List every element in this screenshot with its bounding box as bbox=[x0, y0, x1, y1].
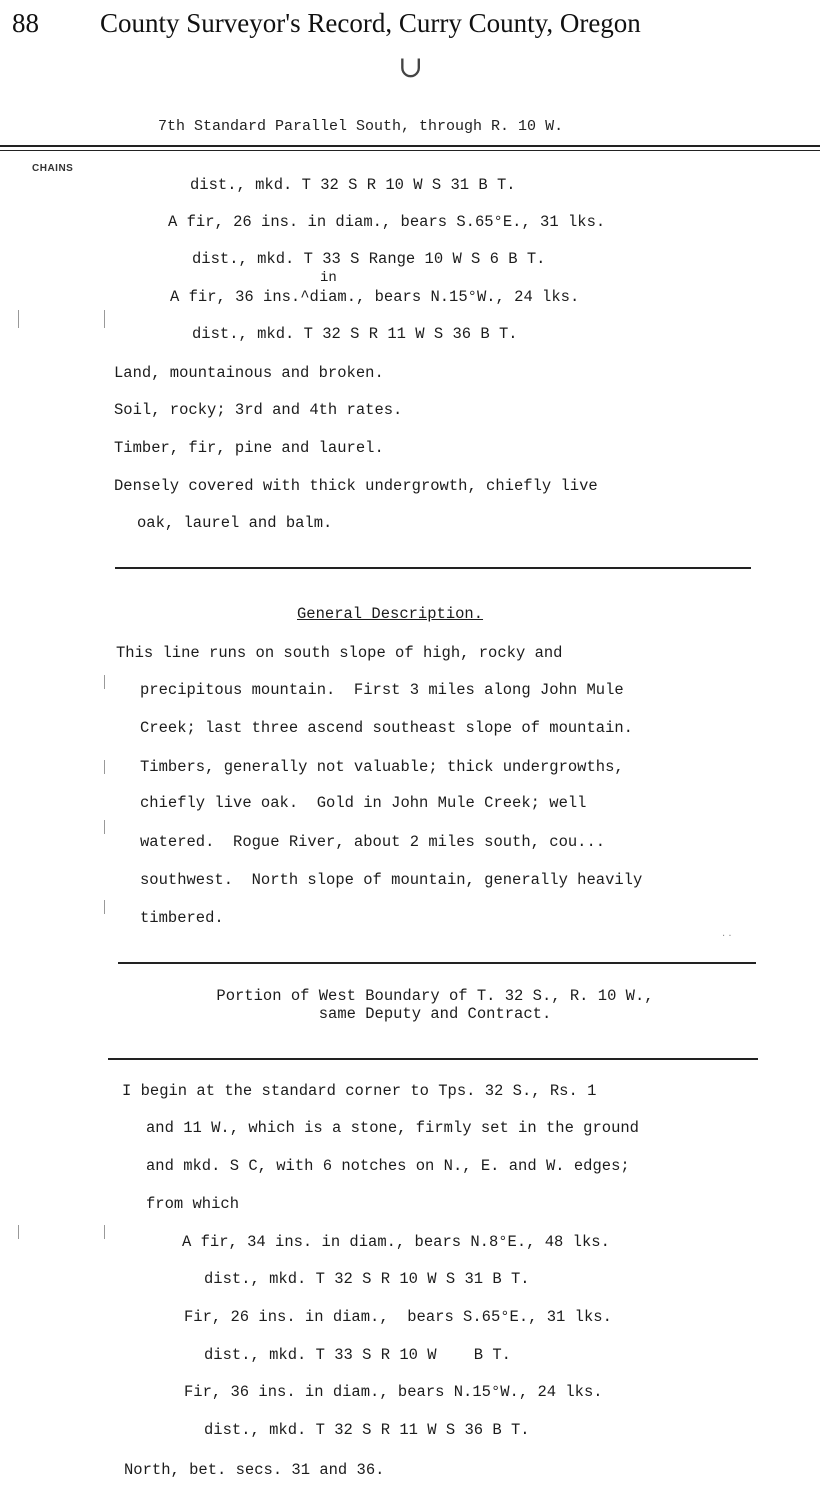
text-line: A fir, 34 ins. in diam., bears N.8°E., 48 lks. bbox=[182, 1233, 610, 1251]
text-line: oak, laurel and balm. bbox=[137, 514, 333, 532]
interlinear-insert: in bbox=[320, 270, 337, 286]
text-line: from which bbox=[146, 1195, 240, 1213]
section-divider bbox=[115, 567, 751, 569]
text-line: dist., mkd. T 32 S R 11 W S 36 B T. bbox=[192, 325, 518, 343]
margin-tick bbox=[104, 675, 105, 689]
margin-tick bbox=[104, 1225, 105, 1239]
margin-tick bbox=[104, 310, 105, 328]
header-rule-second bbox=[0, 150, 820, 151]
margin-tick bbox=[104, 900, 105, 914]
header-rule bbox=[0, 145, 820, 147]
text-line: and mkd. S C, with 6 notches on N., E. and W. edges; bbox=[146, 1157, 630, 1175]
text-line: I begin at the standard corner to Tps. 32 S., Rs. 1 bbox=[122, 1082, 597, 1100]
text-line: North, bet. secs. 31 and 36. bbox=[124, 1461, 385, 1479]
margin-tick bbox=[18, 1225, 19, 1239]
text-line: timbered. bbox=[140, 909, 224, 927]
text-line: A fir, 36 ins.^diam., bears N.15°W., 24 lks. bbox=[170, 288, 580, 306]
text-line: dist., mkd. T 32 S R 10 W S 31 B T. bbox=[190, 176, 516, 194]
scan-speck: . . bbox=[722, 928, 732, 939]
text-line: dist., mkd. T 33 S Range 10 W S 6 B T. bbox=[192, 250, 546, 268]
text-line: This line runs on south slope of high, rocky and bbox=[116, 644, 563, 662]
text-line: and 11 W., which is a stone, firmly set in the ground bbox=[146, 1119, 639, 1137]
section-divider bbox=[108, 1058, 758, 1060]
section-divider bbox=[118, 962, 756, 964]
margin-tick bbox=[18, 310, 19, 328]
text-line: Land, mountainous and broken. bbox=[114, 364, 384, 382]
page-title: County Surveyor's Record, Curry County, Oregon bbox=[100, 8, 641, 38]
text-line: watered. Rogue River, about 2 miles south, cou... bbox=[140, 833, 606, 851]
text-line: Densely covered with thick undergrowth, chiefly live bbox=[114, 477, 598, 495]
text-line: chiefly live oak. Gold in John Mule Creek; well bbox=[140, 794, 587, 812]
text-line: dist., mkd. T 32 S R 10 W S 31 B T. bbox=[204, 1270, 530, 1288]
text-line: Timber, fir, pine and laurel. bbox=[114, 439, 384, 457]
text-line: dist., mkd. T 32 S R 11 W S 36 B T. bbox=[204, 1421, 530, 1439]
text-line: Creek; last three ascend southeast slope of mountain. bbox=[140, 719, 633, 737]
text-line: Soil, rocky; 3rd and 4th rates. bbox=[114, 401, 403, 419]
portion-subheading: same Deputy and Contract. bbox=[318, 1005, 552, 1023]
text-line: Fir, 26 ins. in diam., bears S.65°E., 31 lks. bbox=[184, 1308, 612, 1326]
handwritten-mark: ∪ bbox=[398, 50, 424, 85]
section-subtitle: 7th Standard Parallel South, through R. 10 W. bbox=[158, 118, 564, 135]
text-line: Timbers, generally not valuable; thick undergrowths, bbox=[140, 758, 624, 776]
section-heading: General Description. bbox=[297, 605, 484, 623]
text-line: southwest. North slope of mountain, generally heavily bbox=[140, 871, 643, 889]
margin-tick bbox=[104, 760, 105, 774]
text-line: dist., mkd. T 33 S R 10 W B T. bbox=[204, 1346, 511, 1364]
portion-heading: Portion of West Boundary of T. 32 S., R. 10 W., bbox=[216, 987, 654, 1005]
text-line: Fir, 36 ins. in diam., bears N.15°W., 24 lks. bbox=[184, 1383, 603, 1401]
text-line: precipitous mountain. First 3 miles along John Mule bbox=[140, 681, 624, 699]
page-number: 88 bbox=[12, 8, 39, 38]
text-line: A fir, 26 ins. in diam., bears S.65°E., 31 lks. bbox=[168, 213, 606, 231]
margin-tick bbox=[104, 820, 105, 834]
margin-label: CHAINS bbox=[32, 163, 74, 174]
